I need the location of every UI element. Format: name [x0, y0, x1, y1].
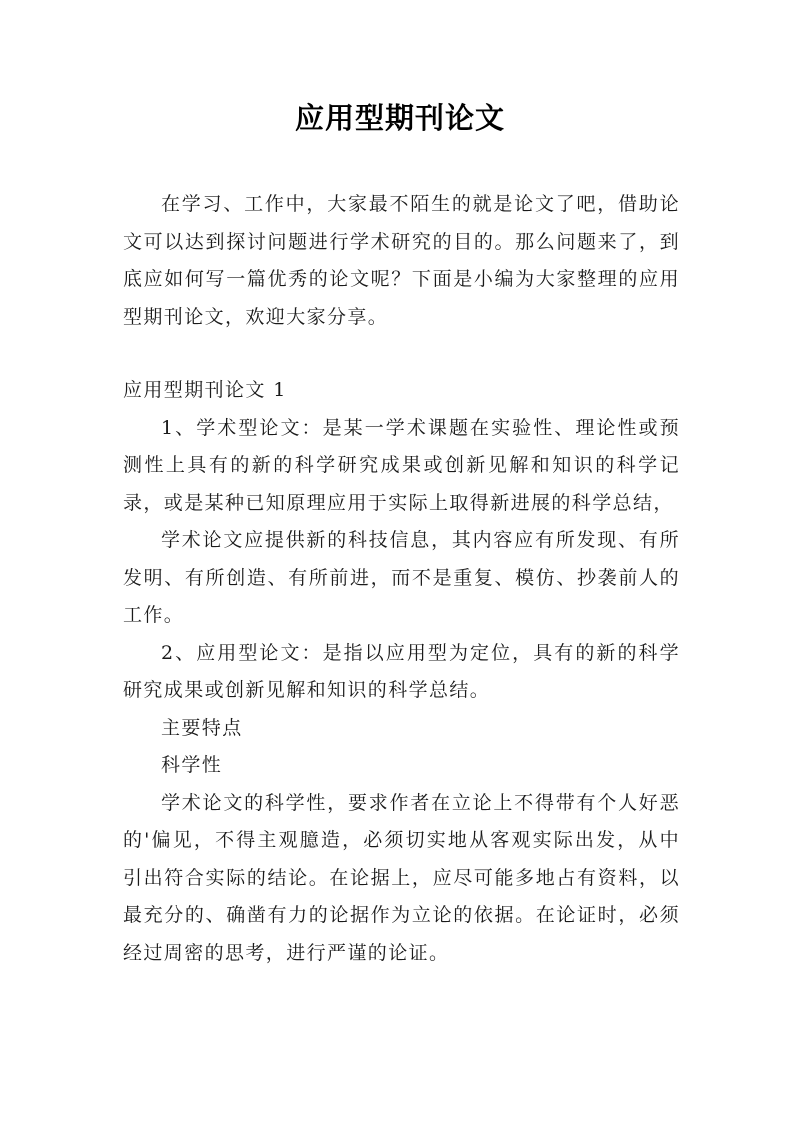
document-title: 应用型期刊论文	[294, 101, 505, 135]
paragraph-scientific: 学术论文的科学性，要求作者在立论上不得带有个人好恶的'偏见，不得主观臆造，必须切实地从客观实际出发，从中引出符合实际的结论。在论据上，应尽可能多地占有资料，以最充分的、确凿有力的论据作为立论的依据。在论证时，必须经过周密的思考，进行严谨的论证。	[123, 791, 680, 964]
intro-block	[123, 186, 680, 336]
section-block	[123, 372, 680, 972]
subheading-main-features: 主要特点	[161, 716, 243, 739]
paragraph-academic-info: 学术论文应提供新的科技信息，其内容应有所发现、有所发明、有所创造、有所前进，而不是重复、模仿、抄袭前人的工作。	[123, 529, 680, 626]
section-heading: 应用型期刊论文 1	[123, 379, 287, 401]
paragraph-applied-paper: 2、应用型论文：是指以应用型为定位，具有的新的科学研究成果或创新见解和知识的科学总结。	[123, 641, 680, 701]
subheading-scientific: 科学性	[161, 754, 223, 776]
paragraph-academic-paper: 1、学术型论文：是某一学术课题在实验性、理论性或预测性上具有的新的科学研究成果或创新见解和知识的科学记录，或是某种已知原理应用于实际上取得新进展的科学总结，	[123, 416, 680, 514]
intro-paragraph: 在学习、工作中，大家最不陌生的就是论文了吧，借助论文可以达到探讨问题进行学术研究的目的。那么问题来了，到底应如何写一篇优秀的论文呢？下面是小编为大家整理的应用型期刊论文，欢迎大家分享。	[123, 193, 680, 328]
